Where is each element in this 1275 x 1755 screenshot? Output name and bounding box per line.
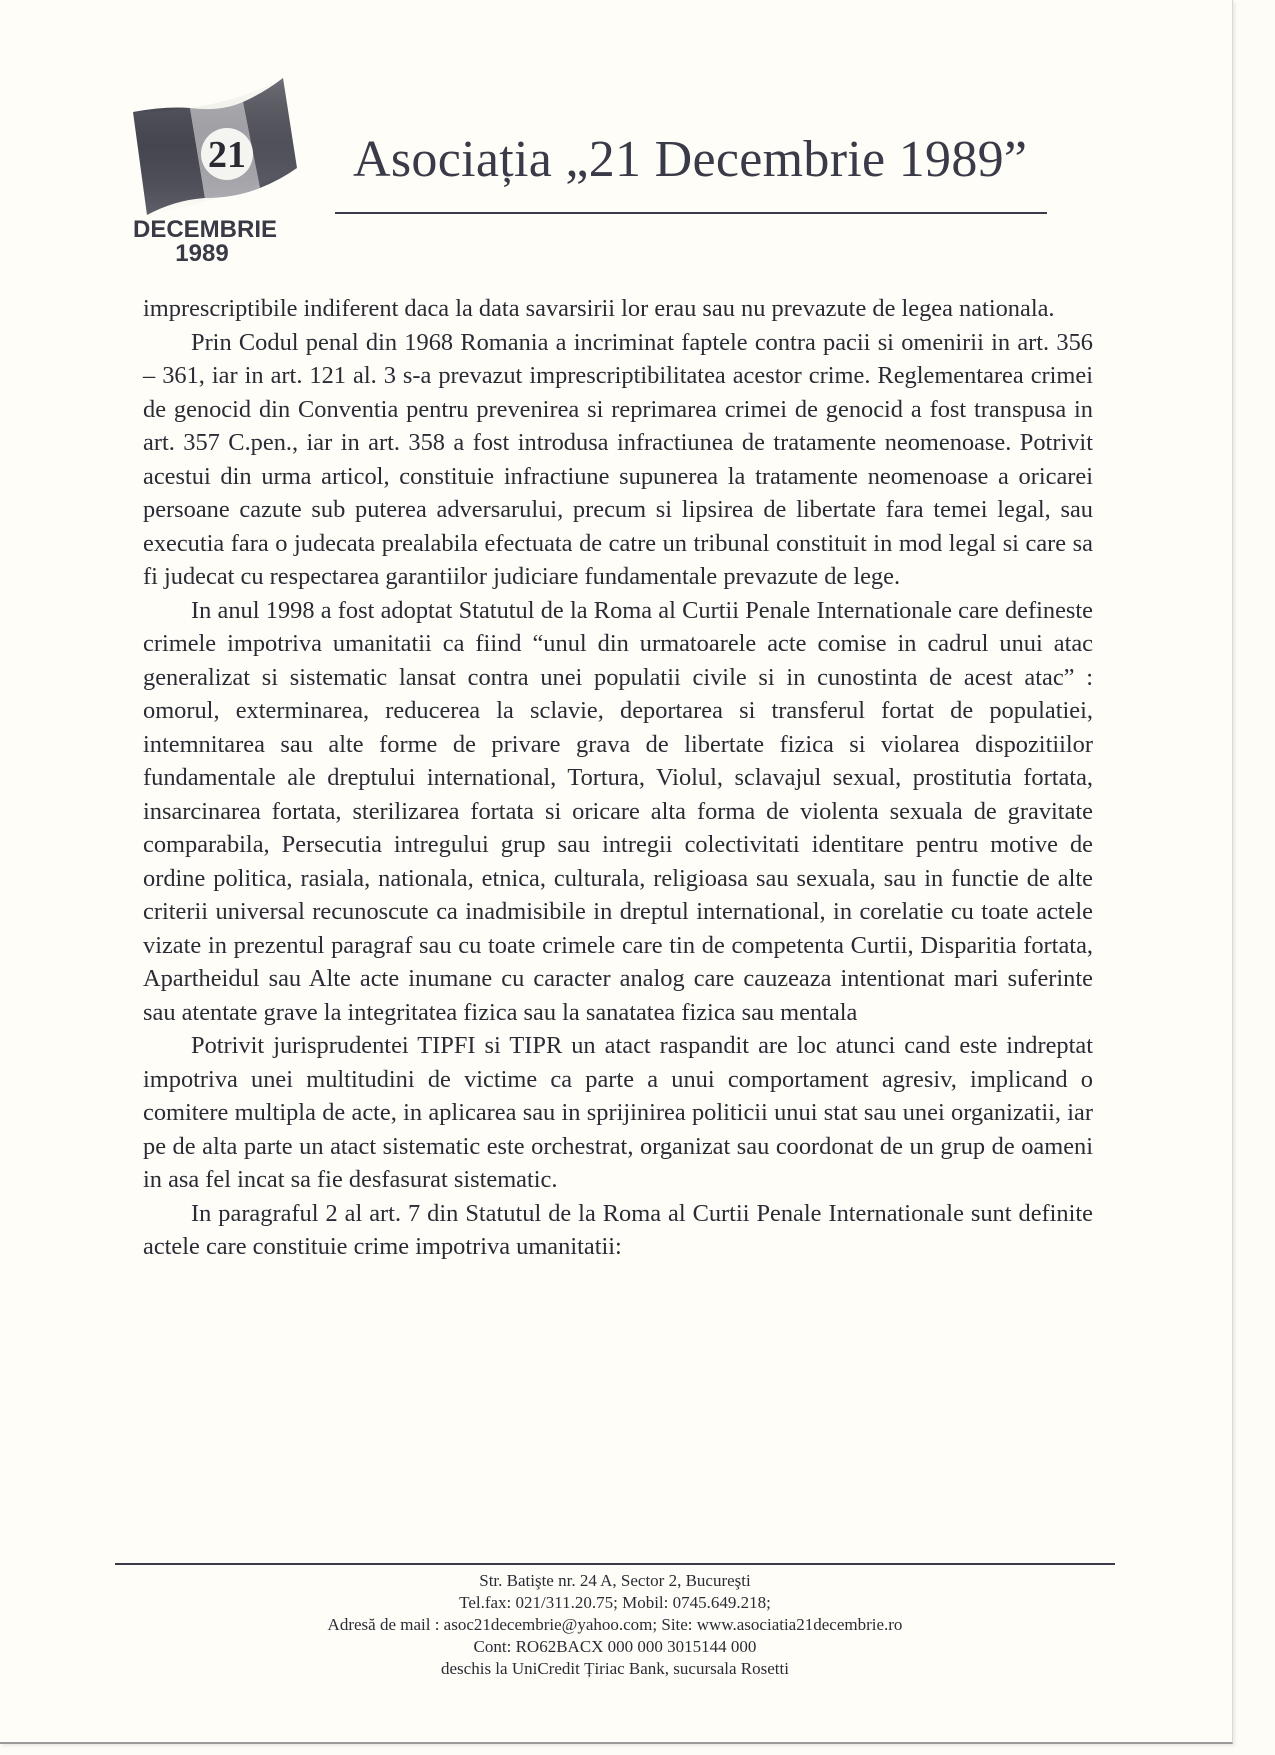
body-paragraph: In paragraful 2 al art. 7 din Statutul de la Roma al Curtii Penale Internationale sunt definite actele care constituie crime impotriva umanitatii: <box>143 1199 1093 1260</box>
footer-contact-block <box>115 1570 1115 1680</box>
body-paragraph: Potrivit jurisprudentei TIPFI si TIPR un atact raspandit are loc atunci cand este indreptat impotriva unei multitudini de victime ca parte a unui comportament agresiv, implicand o comitere multipla de acte, in aplicarea sau in sprijinirea politicii unui stat sau unei organizatii, iar pe de alta parte un atact sistematic este orchestrat, organizat sau coordonat de un grup de oameni in asa fel incat sa fie desfasurat sistematic. <box>143 1032 1093 1193</box>
footer-bank-name: deschis la UniCredit Țiriac Bank, sucursala Rosetti <box>441 1659 789 1678</box>
body-paragraph: Prin Codul penal din 1968 Romania a incriminat faptele contra pacii si omenirii in art. 356 – 361, iar in art. 121 al. 3 s-a prevazut imprescriptibilitatea acestor crime. Reglementarea crimei de genocid din Conventia pentru prevenirea si reprimarea crimei de genocid a fost transpusa in art. 357 C.pen., iar in art. 358 a fost introdusa infractiunea de tratamente neomenoase. Potrivit acestui din urma articol, constituie infractiune supunerea la tratamente neomenoase a oricarei persoane cazute sub puterea adversarului, precum si lipsirea de libertate fara temei legal, sau executia fara o judecata prealabila efectuata de catre un tribunal constituit in mod legal si care sa fi judecat cu respectarea garantiilor judiciare fundamentale prevazute de lege. <box>143 328 1093 590</box>
flag-icon <box>125 70 305 220</box>
document-body <box>143 292 1093 1264</box>
body-paragraph: imprescriptibile indiferent daca la data savarsirii lor erau sau nu prevazute de legea nationala. <box>143 295 1055 322</box>
logo-caption-year: 1989 <box>175 240 229 267</box>
footer-phones: Tel.fax: 021/311.20.75; Mobil: 0745.649.218; <box>459 1593 771 1612</box>
footer-address: Str. Batişte nr. 24 A, Sector 2, Bucureşti <box>479 1571 751 1590</box>
logo-caption-month: DECEMBRIE <box>132 216 277 243</box>
footer-bank-account: Cont: RO62BACX 000 000 3015144 000 <box>473 1637 757 1656</box>
footer-divider <box>115 1563 1115 1565</box>
association-logo <box>105 70 315 265</box>
footer-email-site: Adresă de mail : asoc21decembrie@yahoo.com; Site: www.asociatia21decembrie.ro <box>327 1615 903 1634</box>
header-divider <box>335 212 1047 214</box>
flag-number: 21 <box>208 134 246 176</box>
organization-title: Asociația „21 Decembrie 1989” <box>353 131 1028 188</box>
body-paragraph: In anul 1998 a fost adoptat Statutul de la Roma al Curtii Penale Internationale care defineste crimele impotriva umanitatii ca fiind “unul din urmatoarele acte comise in cadrul unui atac generalizat si sistematic lansat contra unei populatii civile si in cunostinta de acest atac” : omorul, exterminarea, reducerea la sclavie, deportarea si transferul fortat de populatiei, intemnitarea sau alte forme de privare grava de libertate fizica si violarea dispozitiilor fundamentale ale dreptului international, Tortura, Violul, sclavajul sexual, prostitutia fortata, insarcinarea fortata, sterilizarea fortata si oricare alta forma de violenta sexuala de gravitate comparabila, Persecutia intregului grup sau intregii colectivitati identitare pentru motive de ordine politica, rasiala, nationala, etnica, culturala, religioasa sau sexuala, sau in functie de alte criterii universal recunoscute ca inadmisibile in dreptul international, in corelatie cu toate actele vizate in prezentul paragraf sau cu toate crimele care tin de competenta Curtii, Disparitia fortata, Apartheidul sau Alte acte inumane cu caracter analog care cauzeaza intentionat mari suferinte sau atentate grave la integritatea fizica sau la sanatatea fizica sau mentala <box>143 596 1093 1026</box>
